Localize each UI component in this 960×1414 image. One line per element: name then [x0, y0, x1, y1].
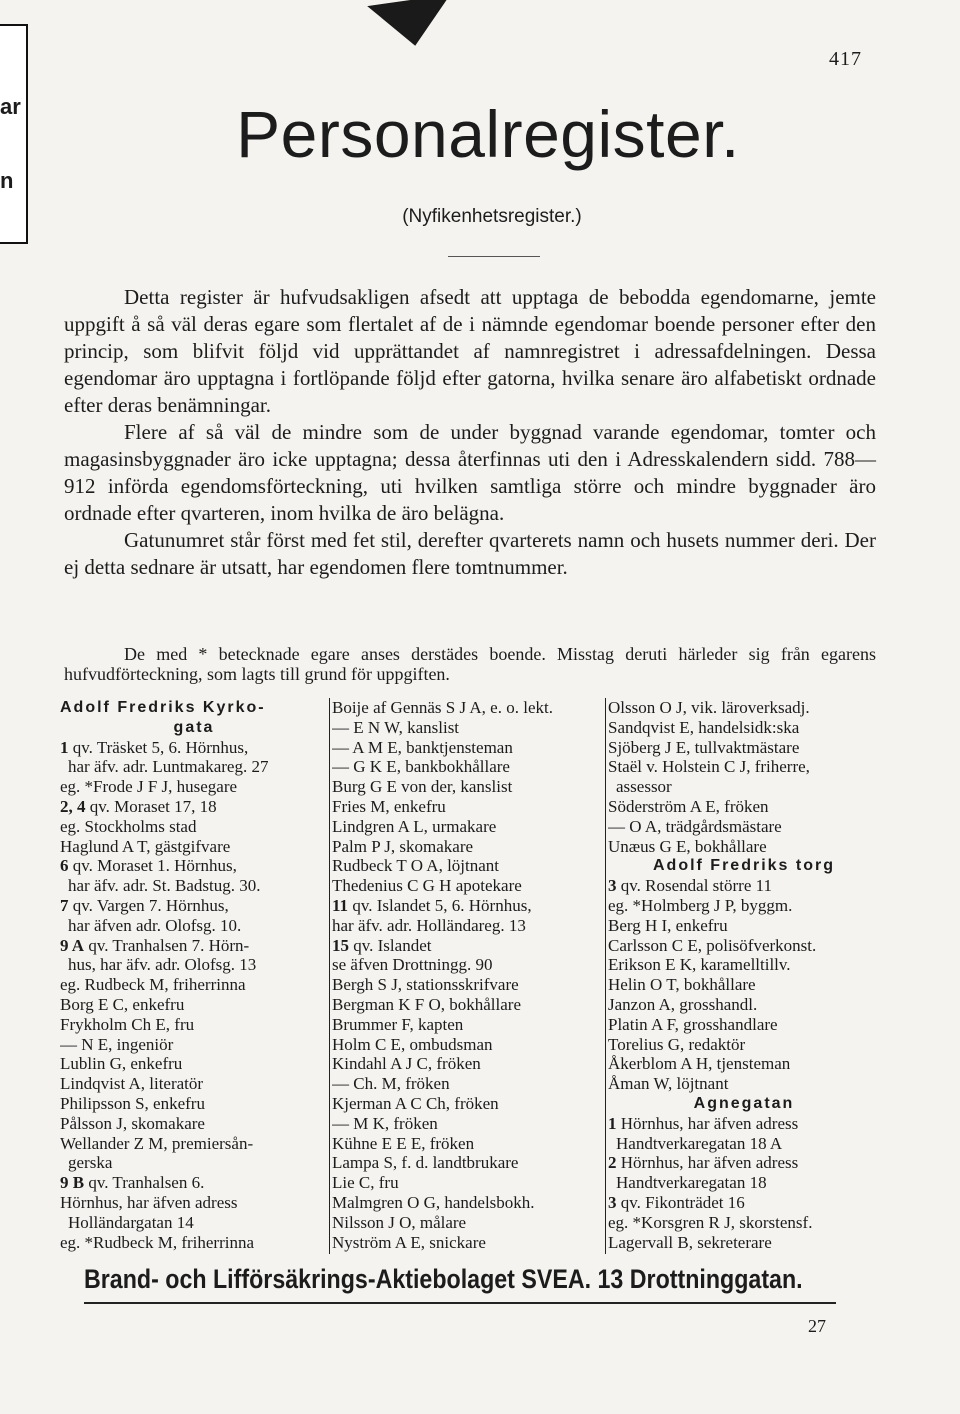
register-entry [332, 955, 604, 975]
entry-text: Staël v. Holstein C J, friherre, [608, 757, 810, 777]
ink-mark [367, 0, 457, 52]
entry-text: Wellander Z M, premiersån- [60, 1133, 254, 1153]
street-heading [60, 698, 328, 718]
entry-text: Lampa S, f. d. landtbrukare [332, 1153, 519, 1173]
register-entry [60, 1233, 328, 1253]
register-entry [332, 896, 604, 916]
entry-text: eg. *Korsgren R J, skorstensf. [608, 1212, 813, 1232]
register-entry [608, 837, 880, 857]
entry-text: eg. Rudbeck M, friherrinna [60, 975, 246, 995]
entry-text: Haglund A T, gästgifvare [60, 836, 231, 856]
entry-text: har äfv. adr. Holländareg. 13 [332, 915, 526, 935]
entry-text: eg. *Frode J F J, husegare [60, 777, 238, 797]
entry-text: Adolf Fredriks Kyrko- [60, 699, 266, 716]
register-entry [60, 1114, 328, 1134]
register-entry [332, 916, 604, 936]
column-divider [605, 698, 606, 1254]
intro-paragraph: Detta register är hufvudsakligen afsedt att upptaga de bebodda egendomarne, jemte uppgift å så väl deras egare som flertalet af de i nämnde egendomar boende personer efter den princip, som blifvit följd vid upprättandet af namnregistret i adressafdelningen. Dessa egendomar äro upptagna i fortlöpande följd efter gatorna, hvilka senare äro alfabetiskt ordnade efter deras benämningar. [64, 285, 876, 417]
register-entry [60, 757, 328, 777]
entry-text: har äfv. adr. Luntmakareg. 27 [68, 757, 269, 777]
page-number-bottom: 27 [808, 1316, 826, 1336]
register-entry [60, 1074, 328, 1094]
register-entry [332, 1035, 604, 1055]
street-number: 9 B [60, 1173, 85, 1193]
entry-text: Nilsson J O, målare [332, 1212, 467, 1232]
entry-text: Borg E C, enkefru [60, 994, 185, 1014]
entry-text: gata [173, 718, 215, 736]
register-entry [60, 1035, 328, 1055]
register-columns [60, 698, 880, 1258]
register-entry [332, 856, 604, 876]
register-entry [60, 955, 328, 975]
entry-text: — G K E, bankbokhållare [332, 757, 510, 777]
street-number: 11 [332, 895, 349, 915]
register-entry [608, 1114, 880, 1134]
register-entry [608, 955, 880, 975]
register-entry [60, 738, 328, 758]
entry-text: qv. Rosendal större 11 [616, 876, 772, 896]
entry-text: assessor [616, 777, 672, 797]
register-entry [60, 995, 328, 1015]
register-entry [332, 1094, 604, 1114]
register-entry [60, 777, 328, 797]
entry-text: Lagervall B, sekreterare [608, 1232, 772, 1252]
register-entry [608, 1153, 880, 1173]
register-entry [332, 1233, 604, 1253]
entry-text: — M K, fröken [332, 1113, 438, 1133]
entry-text: Handtverkaregatan 18 [616, 1173, 767, 1193]
entry-text: Holländargatan 14 [68, 1212, 194, 1232]
street-number: 2, 4 [60, 796, 86, 816]
register-entry [332, 1015, 604, 1035]
entry-text: Hörnhus, har äfven adress [616, 1113, 799, 1133]
entry-text: Philipsson S, enkefru [60, 1093, 205, 1113]
street-number: 1 [608, 1113, 617, 1133]
entry-text: qv. Islandet 5, 6. Hörnhus, [348, 895, 532, 915]
entry-text: qv. Vargen 7. Hörnhus, [68, 895, 229, 915]
register-entry [60, 1213, 328, 1233]
entry-text: Lie C, fru [332, 1173, 399, 1193]
page-number-top: 417 [829, 48, 862, 70]
banner-rule [84, 1302, 836, 1304]
entry-text: eg. Stockholms stad [60, 816, 197, 836]
register-entry [60, 936, 328, 956]
register-entry [608, 995, 880, 1015]
entry-text: Platin A F, grosshandlare [608, 1014, 778, 1034]
register-entry [608, 698, 880, 718]
entry-text: qv. Islandet [349, 935, 432, 955]
register-entry [608, 1193, 880, 1213]
entry-text: Malmgren O G, handelsbokh. [332, 1192, 535, 1212]
register-entry [608, 1233, 880, 1253]
register-entry [60, 1173, 328, 1193]
register-entry [332, 1114, 604, 1134]
street-number: 2 [608, 1153, 617, 1173]
register-entry [332, 777, 604, 797]
register-entry [60, 1015, 328, 1035]
register-entry [608, 797, 880, 817]
entry-text: Lindqvist A, literatör [60, 1074, 204, 1094]
register-entry [332, 797, 604, 817]
register-entry [608, 936, 880, 956]
register-entry [332, 1153, 604, 1173]
entry-text: se äfven Drottningg. 90 [332, 955, 493, 975]
register-entry [60, 1134, 328, 1154]
entry-text: Sjöberg J E, tullvaktmästare [608, 737, 800, 757]
entry-text: Nyström A E, snickare [332, 1232, 486, 1252]
entry-text: Hörnhus, har äfven adress [616, 1153, 799, 1173]
entry-text: — Ch. M, fröken [332, 1074, 450, 1094]
entry-text: Söderström A E, fröken [608, 796, 769, 816]
register-column-1 [60, 698, 328, 1258]
register-entry [608, 817, 880, 837]
street-heading [608, 856, 880, 876]
entry-text: Kindahl A J C, fröken [332, 1054, 481, 1074]
entry-text: Holm C E, ombudsman [332, 1034, 493, 1054]
entry-text: qv. Moraset 1. Hörnhus, [68, 856, 237, 876]
register-entry [332, 876, 604, 896]
register-entry [332, 817, 604, 837]
register-entry [608, 1213, 880, 1233]
intro-paragraph: Flere af så väl de mindre som de under byggnad varande egendomar, tomter och magasinsbyggnader äro icke upptagna; dessa återfinnas uti den i Adresskalendern sidd. 788—912 införda egendomsförteckning, uti hvilken samtliga större och mindre byggnader äro ordnade efter qvarteren, inom hvilka de äro belägna. [64, 420, 876, 525]
street-number: 1 [60, 737, 69, 757]
entry-text: qv. Moraset 17, 18 [85, 796, 217, 816]
register-entry [608, 975, 880, 995]
divider [448, 256, 540, 257]
entry-text: gerska [68, 1153, 113, 1173]
register-entry [332, 936, 604, 956]
register-entry [60, 975, 328, 995]
entry-text: — N E, ingeniör [60, 1034, 174, 1054]
entry-text: qv. Träsket 5, 6. Hörnhus, [68, 737, 249, 757]
register-entry [608, 718, 880, 738]
advertisement-banner: Brand- och Lifförsäkrings-Aktiebolaget SVEA. 13 Drottninggatan. [84, 1264, 803, 1294]
entry-text: hus, har äfv. adr. Olofsg. 13 [68, 955, 257, 975]
entry-text: Åkerblom A H, tjensteman [608, 1054, 791, 1074]
register-entry [608, 1015, 880, 1035]
entry-text: Lublin G, enkefru [60, 1054, 183, 1074]
register-entry [60, 1094, 328, 1114]
register-entry [332, 738, 604, 758]
register-entry [60, 896, 328, 916]
entry-text: Lindgren A L, urmakare [332, 816, 497, 836]
entry-text: Bergman K F O, bokhållare [332, 994, 522, 1014]
entry-text: Fries M, enkefru [332, 796, 446, 816]
side-tab-text: ar [0, 94, 21, 119]
register-entry [608, 1035, 880, 1055]
register-column-2 [332, 698, 604, 1258]
entry-text: Helin O T, bokhållare [608, 975, 756, 995]
entry-text: Pålsson J, skomakare [60, 1113, 205, 1133]
entry-text: har äfven adr. Olofsg. 10. [68, 915, 242, 935]
entry-text: Handtverkaregatan 18 A [616, 1133, 783, 1153]
entry-text: Erikson E K, karamelltillv. [608, 955, 791, 975]
entry-text: Palm P J, skomakare [332, 836, 474, 856]
register-entry [332, 698, 604, 718]
register-entry [60, 1153, 328, 1173]
street-number: 3 [608, 1192, 617, 1212]
page-title: Personalregister. [236, 97, 740, 171]
entry-text: — O A, trädgårdsmästare [608, 816, 782, 836]
street-heading [60, 718, 328, 738]
register-entry [60, 797, 328, 817]
note-text [64, 644, 876, 684]
register-entry [608, 1054, 880, 1074]
page-subtitle: (Nyfikenhetsregister.) [402, 206, 582, 227]
register-entry [332, 718, 604, 738]
register-entry [332, 975, 604, 995]
register-column-3 [608, 698, 880, 1258]
entry-text: Rudbeck T O A, löjtnant [332, 856, 500, 876]
register-entry [608, 738, 880, 758]
entry-text: Carlsson C E, polisöfverkonst. [608, 935, 817, 955]
entry-text: Hörnhus, har äfven adress [60, 1192, 238, 1212]
register-entry [332, 757, 604, 777]
entry-text: Frykholm Ch E, fru [60, 1014, 195, 1034]
intro-text [64, 284, 876, 581]
register-entry [608, 876, 880, 896]
entry-text: Adolf Fredriks torg [652, 857, 835, 875]
column-divider [329, 698, 330, 1254]
register-entry [332, 1193, 604, 1213]
entry-text: har äfv. adr. St. Badstug. 30. [68, 876, 261, 896]
street-number: 9 A [60, 935, 85, 955]
street-number: 7 [60, 895, 69, 915]
entry-text: Boije af Gennäs S J A, e. o. lekt. [332, 698, 553, 717]
register-entry [608, 896, 880, 916]
register-entry [60, 876, 328, 896]
entry-text: qv. Tranhalsen 6. [84, 1173, 205, 1193]
register-entry [332, 837, 604, 857]
entry-text: Agnegatan [693, 1094, 795, 1112]
street-heading [608, 1094, 880, 1114]
entry-text: — A M E, banktjensteman [332, 737, 513, 757]
entry-text: Kühne E E E, fröken [332, 1133, 475, 1153]
register-entry [332, 1213, 604, 1233]
entry-text: Olsson O J, vik. läroverksadj. [608, 698, 810, 717]
register-entry [60, 916, 328, 936]
entry-text: Janzon A, grosshandl. [608, 994, 758, 1014]
register-entry [608, 1134, 880, 1154]
register-entry [332, 1074, 604, 1094]
entry-text: Torelius G, redaktör [608, 1034, 746, 1054]
register-entry [60, 856, 328, 876]
register-entry [60, 1193, 328, 1213]
street-number: 3 [608, 876, 617, 896]
entry-text: Brummer F, kapten [332, 1014, 464, 1034]
register-entry [60, 837, 328, 857]
register-entry [608, 1074, 880, 1094]
entry-text: Unæus G E, bokhållare [608, 836, 767, 856]
register-entry [332, 1173, 604, 1193]
side-tab-text: n [0, 168, 14, 193]
entry-text: eg. *Holmberg J P, byggm. [608, 895, 793, 915]
entry-text: Burg G E von der, kanslist [332, 777, 513, 797]
register-entry [332, 995, 604, 1015]
register-entry [60, 1054, 328, 1074]
street-number: 15 [332, 935, 349, 955]
entry-text: Sandqvist E, handelsidk:ska [608, 717, 800, 737]
register-entry [608, 916, 880, 936]
note-paragraph: De med * betecknade egare anses derstädes boende. Misstag deruti härleder sig från egarens hufvudförteckning, som lagts till grund för uppgiften. [64, 644, 876, 684]
entry-text: Thedenius C G H apotekare [332, 876, 522, 896]
entry-text: Åman W, löjtnant [608, 1074, 729, 1094]
street-number: 6 [60, 856, 69, 876]
intro-paragraph: Gatunumret står först med fet stil, derefter qvarterets namn och husets nummer deri. Der ej detta sednare är utsatt, har egendomen flere tomtnummer. [64, 528, 876, 579]
register-entry [332, 1134, 604, 1154]
entry-text: Kjerman A C Ch, fröken [332, 1093, 499, 1113]
register-entry [608, 1173, 880, 1193]
register-entry [608, 777, 880, 797]
entry-text: qv. Fikonträdet 16 [616, 1192, 745, 1212]
register-entry [332, 1054, 604, 1074]
register-entry [60, 817, 328, 837]
entry-text: Berg H I, enkefru [608, 915, 728, 935]
entry-text: — E N W, kanslist [332, 717, 460, 737]
entry-text: Bergh S J, stationsskrifvare [332, 975, 519, 995]
entry-text: qv. Tranhalsen 7. Hörn- [84, 935, 250, 955]
entry-text: eg. *Rudbeck M, friherrinna [60, 1232, 255, 1252]
register-entry [608, 757, 880, 777]
